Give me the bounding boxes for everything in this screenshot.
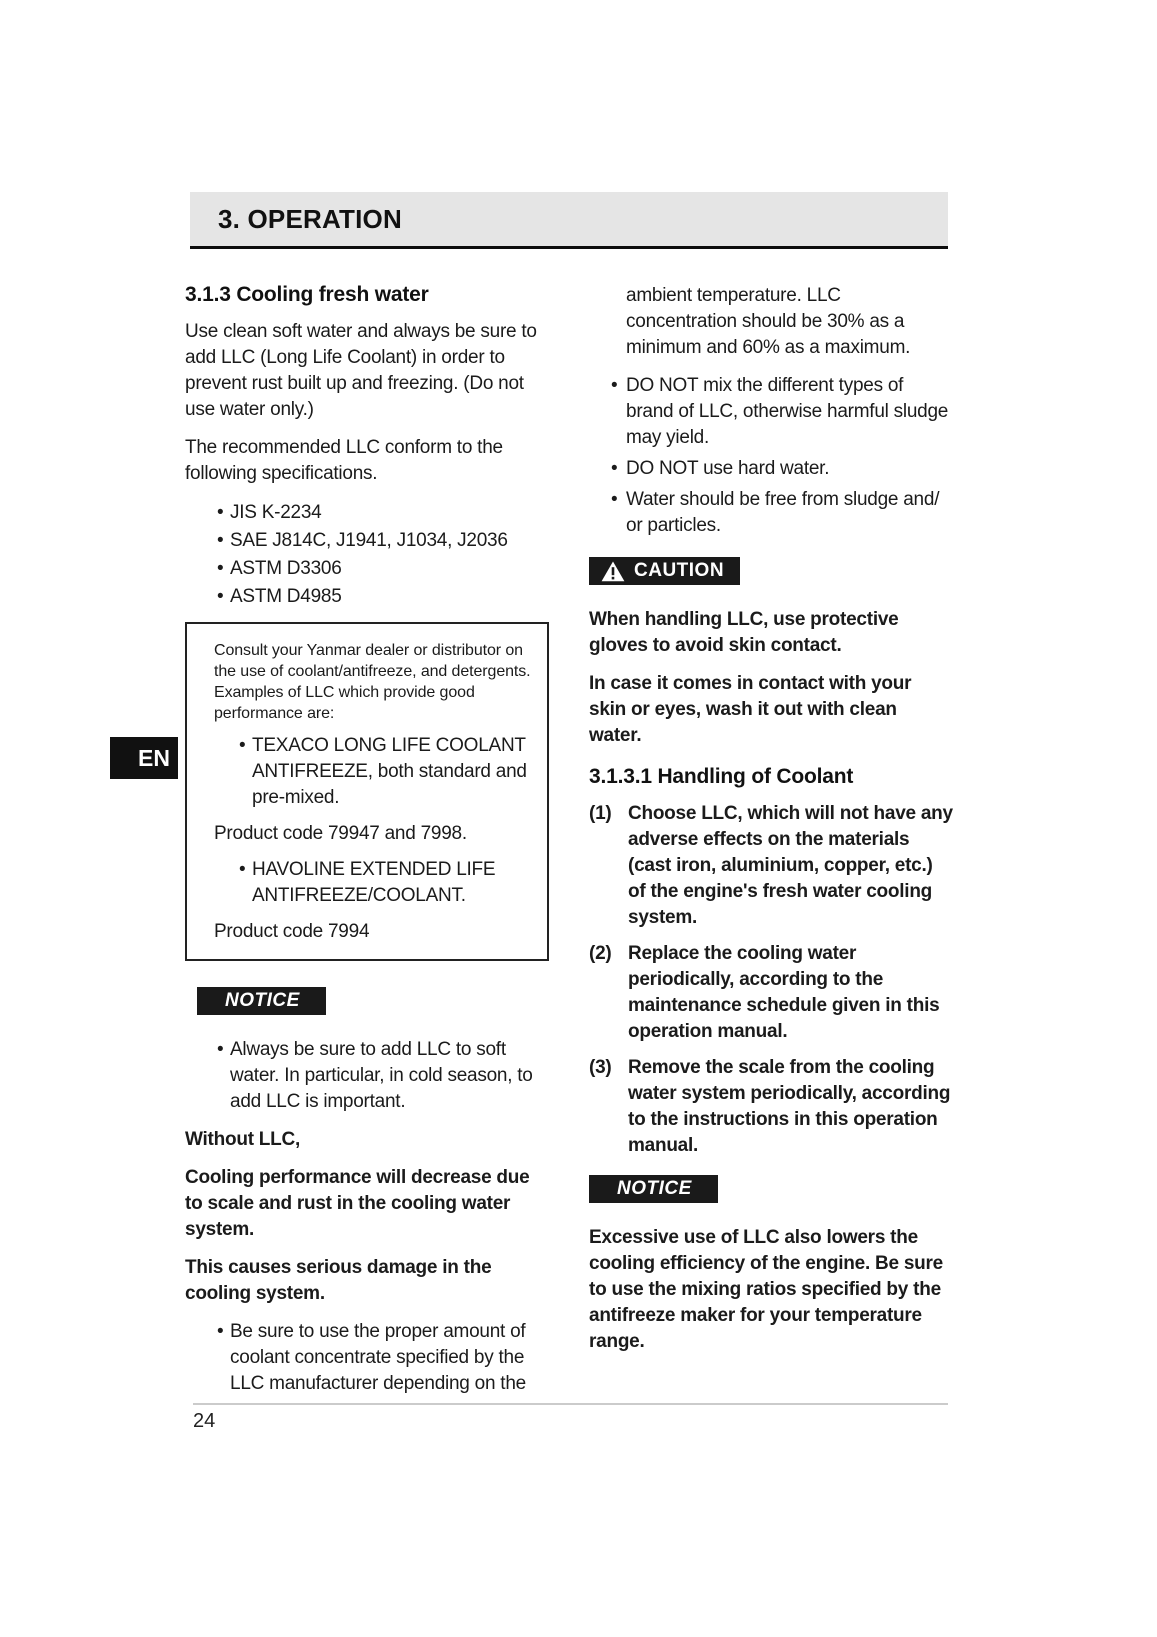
list-item: • HAVOLINE EXTENDED LIFE ANTIFREEZE/COOLANT.	[214, 857, 531, 909]
notice-badge	[197, 987, 326, 1015]
notice-label: NOTICE	[225, 990, 300, 1011]
coolant-brand-list	[214, 857, 531, 909]
right-column	[589, 283, 953, 1367]
donot-bullet-list	[589, 373, 953, 539]
paragraph: Use clean soft water and always be sure to add LLC (Long Life Coolant) in order to prevent rust built up and freezing. (Do not use water only.)	[185, 321, 537, 420]
paragraph: The recommended LLC conform to the following specifications.	[185, 437, 503, 484]
notice-paragraph: Excessive use of LLC also lowers the cooling efficiency of the engine. Be sure to use the mixing ratios specified by the antifreeze maker for your temperature range.	[589, 1227, 943, 1352]
caution-label: CAUTION	[634, 560, 725, 581]
list-item: • ASTM D4985	[185, 583, 549, 610]
numbered-item	[589, 1055, 953, 1159]
section-heading: 3.1.3 Cooling fresh water	[185, 283, 429, 306]
list-item: • Water should be free from sludge and/ or particles.	[589, 487, 953, 539]
list-item: • TEXACO LONG LIFE COOLANT ANTIFREEZE, both standard and pre-mixed.	[214, 733, 531, 811]
item-number: (2)	[589, 943, 612, 964]
list-item: • JIS K-2234	[185, 499, 549, 526]
left-column	[185, 283, 549, 1409]
warning-paragraph: This causes serious damage in the cooling system.	[185, 1257, 492, 1304]
item-number: (3)	[589, 1057, 612, 1078]
list-item: • DO NOT use hard water.	[589, 456, 953, 482]
caution-paragraph: When handling LLC, use protective gloves to avoid skin contact.	[589, 609, 899, 656]
list-item: • SAE J814C, J1941, J1034, J2036	[185, 527, 549, 554]
notice-badge	[589, 1175, 718, 1203]
dealer-box-intro: Consult your Yanmar dealer or distributor on the use of coolant/antifreeze, and detergents. Examples of LLC which provide good performance are:	[214, 642, 531, 722]
caution-paragraph: In case it comes in contact with your skin or eyes, wash it out with clean water.	[589, 673, 912, 746]
product-code: Product code 7994	[214, 921, 370, 942]
notice-label: NOTICE	[617, 1178, 692, 1199]
dealer-info-box	[185, 622, 549, 961]
footer-rule	[193, 1403, 948, 1405]
item-text: Replace the cooling water periodically, according to the maintenance schedule given in this operation manual.	[628, 943, 940, 1042]
numbered-item	[589, 801, 953, 931]
list-item: • Always be sure to add LLC to soft water. In particular, in cold season, to add LLC is important.	[185, 1037, 549, 1115]
warning-paragraph: Without LLC,	[185, 1129, 301, 1150]
list-item: • Be sure to use the proper amount of coolant concentrate specified by the LLC manufacturer depending on the	[185, 1319, 549, 1397]
item-number: (1)	[589, 803, 612, 824]
warning-triangle-icon	[601, 561, 625, 582]
item-text: Remove the scale from the cooling water system periodically, according to the instructions in this operation manual.	[628, 1057, 951, 1156]
page-number: 24	[193, 1410, 216, 1432]
instruction-bullet-list	[185, 1319, 549, 1397]
spec-bullet-list	[185, 499, 549, 610]
subsection-heading: 3.1.3.1 Handling of Coolant	[589, 765, 854, 788]
caution-badge	[589, 557, 740, 585]
product-code: Product code 79947 and 7998.	[214, 823, 467, 844]
item-text: Choose LLC, which will not have any adverse effects on the materials (cast iron, aluminium, copper, etc.) of the engine's fresh water cooling system.	[628, 803, 953, 928]
language-tab	[110, 737, 178, 779]
language-tab-label: EN	[138, 744, 170, 771]
numbered-item	[589, 941, 953, 1045]
numbered-list	[589, 801, 953, 1159]
list-item: • DO NOT mix the different types of brand of LLC, otherwise harmful sludge may yield.	[589, 373, 953, 451]
warning-paragraph: Cooling performance will decrease due to scale and rust in the cooling water system.	[185, 1167, 530, 1240]
continuation-paragraph: ambient temperature. LLC concentration should be 30% as a minimum and 60% as a maximum.	[626, 285, 911, 358]
chapter-title: 3. OPERATION	[218, 203, 402, 234]
list-item: • ASTM D3306	[185, 555, 549, 582]
chapter-header-bar	[190, 192, 948, 249]
notice-bullet-list	[185, 1037, 549, 1115]
coolant-brand-list	[214, 733, 531, 811]
